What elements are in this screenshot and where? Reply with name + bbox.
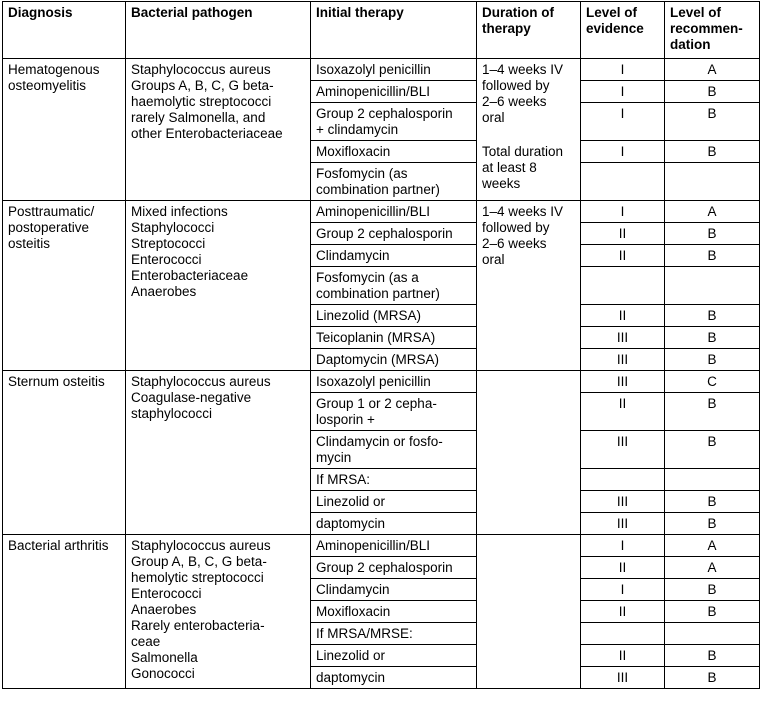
therapy-table (2, 1, 760, 689)
recommendation-cell: B (665, 491, 760, 513)
recommendation-cell: B (665, 103, 760, 141)
therapy-cell: If MRSA: (311, 469, 477, 491)
therapy-cell: Teicoplanin (MRSA) (311, 327, 477, 349)
therapy-cell: Isoxazolyl penicillin (311, 371, 477, 393)
evidence-cell: II (581, 245, 665, 267)
pathogen-cell: Staphylococcus aureus Coagulase-negative staphylococci (126, 371, 311, 535)
evidence-cell: III (581, 349, 665, 371)
evidence-cell: I (581, 59, 665, 81)
therapy-cell: Clindamycin or fosfo- mycin (311, 431, 477, 469)
diagnosis-cell: Hematogenous osteomyelitis (3, 59, 126, 201)
header-row (3, 2, 760, 59)
therapy-cell: Linezolid or (311, 491, 477, 513)
recommendation-cell: A (665, 535, 760, 557)
evidence-cell (581, 469, 665, 491)
table-row (3, 535, 760, 557)
recommendation-cell (665, 163, 760, 201)
table-row (3, 201, 760, 223)
therapy-cell: If MRSA/MRSE: (311, 623, 477, 645)
evidence-cell: III (581, 513, 665, 535)
therapy-cell: Fosfomycin (as combination partner) (311, 163, 477, 201)
table-row (3, 371, 760, 393)
recommendation-cell: B (665, 141, 760, 163)
evidence-cell: III (581, 371, 665, 393)
evidence-cell (581, 267, 665, 305)
evidence-cell: I (581, 535, 665, 557)
evidence-cell: III (581, 667, 665, 689)
therapy-cell: Group 2 cephalosporin + clindamycin (311, 103, 477, 141)
therapy-cell: daptomycin (311, 667, 477, 689)
duration-cell: 1–4 weeks IV followed by 2–6 weeks oral (477, 201, 581, 371)
therapy-cell: Isoxazolyl penicillin (311, 59, 477, 81)
recommendation-cell: B (665, 245, 760, 267)
therapy-cell: Daptomycin (MRSA) (311, 349, 477, 371)
pathogen-cell: Mixed infections Staphylococci Streptococci Enterococci Enterobacteriaceae Anaerobes (126, 201, 311, 371)
recommendation-cell: C (665, 371, 760, 393)
evidence-cell: III (581, 327, 665, 349)
evidence-cell: II (581, 601, 665, 623)
duration-cell (477, 535, 581, 689)
therapy-cell: Group 2 cephalosporin (311, 223, 477, 245)
therapy-cell: Aminopenicillin/BLI (311, 201, 477, 223)
recommendation-cell: B (665, 305, 760, 327)
evidence-cell (581, 163, 665, 201)
recommendation-cell: B (665, 601, 760, 623)
evidence-cell: III (581, 491, 665, 513)
therapy-cell: Aminopenicillin/BLI (311, 81, 477, 103)
therapy-cell: Fosfomycin (as a combination partner) (311, 267, 477, 305)
recommendation-cell: B (665, 81, 760, 103)
evidence-cell: II (581, 557, 665, 579)
table-row (3, 59, 760, 81)
therapy-cell: Linezolid or (311, 645, 477, 667)
evidence-cell: I (581, 141, 665, 163)
evidence-cell: I (581, 201, 665, 223)
recommendation-cell: B (665, 327, 760, 349)
recommendation-cell (665, 267, 760, 305)
recommendation-cell: A (665, 557, 760, 579)
therapy-cell: daptomycin (311, 513, 477, 535)
therapy-cell: Moxifloxacin (311, 601, 477, 623)
therapy-cell: Clindamycin (311, 579, 477, 601)
recommendation-cell: B (665, 667, 760, 689)
recommendation-cell: B (665, 223, 760, 245)
recommendation-cell: B (665, 431, 760, 469)
evidence-cell (581, 623, 665, 645)
duration-cell: 1–4 weeks IV followed by 2–6 weeks oral (477, 59, 581, 141)
therapy-cell: Clindamycin (311, 245, 477, 267)
evidence-cell: II (581, 305, 665, 327)
therapy-cell: Group 1 or 2 cepha- losporin + (311, 393, 477, 431)
header-recommendation: Level of recommen- dation (665, 2, 760, 59)
header-pathogen: Bacterial pathogen (126, 2, 311, 59)
header-evidence: Level of evidence (581, 2, 665, 59)
evidence-cell: II (581, 223, 665, 245)
diagnosis-cell: Sternum osteitis (3, 371, 126, 535)
recommendation-cell: A (665, 201, 760, 223)
evidence-cell: III (581, 431, 665, 469)
recommendation-cell: B (665, 393, 760, 431)
therapy-cell: Moxifloxacin (311, 141, 477, 163)
evidence-cell: II (581, 393, 665, 431)
recommendation-cell: A (665, 59, 760, 81)
recommendation-cell: B (665, 513, 760, 535)
recommendation-cell (665, 623, 760, 645)
pathogen-cell: Staphylococcus aureus Group A, B, C, G beta- hemolytic streptococci Enterococci Anaerobes Rarely enterobacteria- ceae Salmonella Gonococci (126, 535, 311, 689)
evidence-cell: I (581, 81, 665, 103)
recommendation-cell: B (665, 349, 760, 371)
header-therapy: Initial therapy (311, 2, 477, 59)
evidence-cell: I (581, 579, 665, 601)
diagnosis-cell: Posttraumatic/ postoperative osteitis (3, 201, 126, 371)
therapy-cell: Aminopenicillin/BLI (311, 535, 477, 557)
evidence-cell: II (581, 645, 665, 667)
duration-cell (477, 371, 581, 535)
header-diagnosis: Diagnosis (3, 2, 126, 59)
header-duration: Duration of therapy (477, 2, 581, 59)
recommendation-cell (665, 469, 760, 491)
recommendation-cell: B (665, 645, 760, 667)
evidence-cell: I (581, 103, 665, 141)
therapy-cell: Group 2 cephalosporin (311, 557, 477, 579)
diagnosis-cell: Bacterial arthritis (3, 535, 126, 689)
pathogen-cell: Staphylococcus aureus Groups A, B, C, G beta- haemolytic streptococci rarely Salmonella, and other Enterobacteriaceae (126, 59, 311, 201)
therapy-cell: Linezolid (MRSA) (311, 305, 477, 327)
recommendation-cell: B (665, 579, 760, 601)
duration-note-cell: Total duration at least 8 weeks (477, 141, 581, 201)
